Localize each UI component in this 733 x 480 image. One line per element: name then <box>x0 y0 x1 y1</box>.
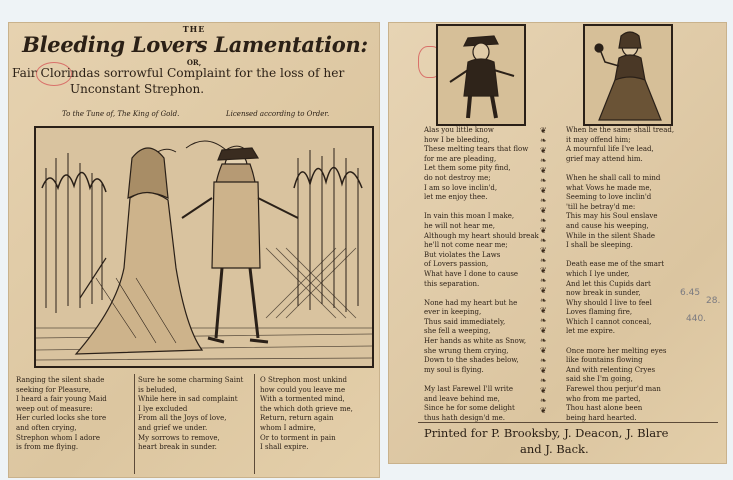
imprint-line-2: and J. Back. <box>520 442 589 456</box>
imprint-line-1: Printed for P. Brooksby, J. Deacon, J. Blare <box>424 426 669 440</box>
left-verse-col-3: O Strephon most unkind how could you leave me With a tormented mind, the which doth grieve me, Return, return again whom I admire, Or to torment in pain I shall expire. <box>260 376 353 452</box>
pencil-note-2: 28. <box>706 296 721 306</box>
subtitle-line-1: Fair Clorindas sorrowful Complaint for the loss of her <box>12 66 345 80</box>
left-ballad-sheet <box>8 22 380 478</box>
woodcut-drawing <box>36 128 372 366</box>
ballad-title: Bleeding Lovers Lamentation: <box>22 32 368 57</box>
pencil-note-1: 6.45 <box>680 288 701 298</box>
fleuron-border: ❦ ❧ ❦ ❧ ❦ ❧ ❦ ❧ ❦ ❧ ❦ ❧ ❦ ❧ ❦ ❧ ❦ ❧ ❦ ❧ ❦ ❧ ❦ ❧ ❦ ❧ ❦ ❧ ❦ <box>540 126 547 415</box>
woodcut-lady <box>583 24 673 126</box>
right-ballad-sheet <box>388 22 727 464</box>
subtitle-line-2: Unconstant Strephon. <box>70 82 205 96</box>
woodcut-gentleman <box>436 24 526 126</box>
left-verse-col-1: Ranging the silent shade seeking for Pleasure, I heard a fair young Maid weep out of measure: Her curled locks she tore and often crying, Strephon whom I adore is from me flying. <box>16 376 107 452</box>
left-verse-col-2: Sure he some charming Saint is beluded, While here in sad complaint I lye excluded From all the Joys of love, and grief we under. My sorrows to remove, heart break in sunder. <box>138 376 244 452</box>
title-the: THE <box>182 24 206 34</box>
title-or: OR, <box>186 58 202 67</box>
woodcut-lovers-illustration <box>34 126 374 368</box>
right-verse-col-2: When he the same shall tread, it may offend him; A mournful life I've lead, grief may attend him. When he shall call to mind what Vows he made me, Seeming to love inclin'd 'till he betray'd me: This may his Soul enslave and cause his weeping, While in the silent Shade I shall be sleeping. Death ease me of the smart which I lye under, And let this Cupids dart now break in sunder, Why should I live to feel Loves flaming fire, Which I cannot conceal, let me expire. Once more her melting eyes like fountains flowing And with relenting Cryes said she I'm going, Farewel thou perjur'd man who from me parted, Thou hast alone been being hard hearted. <box>566 126 675 422</box>
right-verse-col-1: Alas you little know how I be bleeding, These melting tears that flow for me are pleading, Let them some pity find, do not destroy me; I am so love inclin'd, let me enjoy thee. In vain this moan I make, he will not hear me, Although my heart should break he'll not come near me; But violates the Laws of Lovers passion, What have I done to cause this separation. None had my heart but he ever in keeping, Thus said immediately, she fell a weeping, Her hands as white as Snow, she wrung them crying, Down to the shades below, my soul is flying. My last Farewel I'll write and leave behind me, Since he for some delight thus hath design'd me. <box>424 126 539 422</box>
tune-line: To the Tune of, The King of Gold. <box>62 110 180 118</box>
licensed-line: Licensed according to Order. <box>226 110 330 118</box>
pencil-note-3: 440. <box>686 314 707 324</box>
